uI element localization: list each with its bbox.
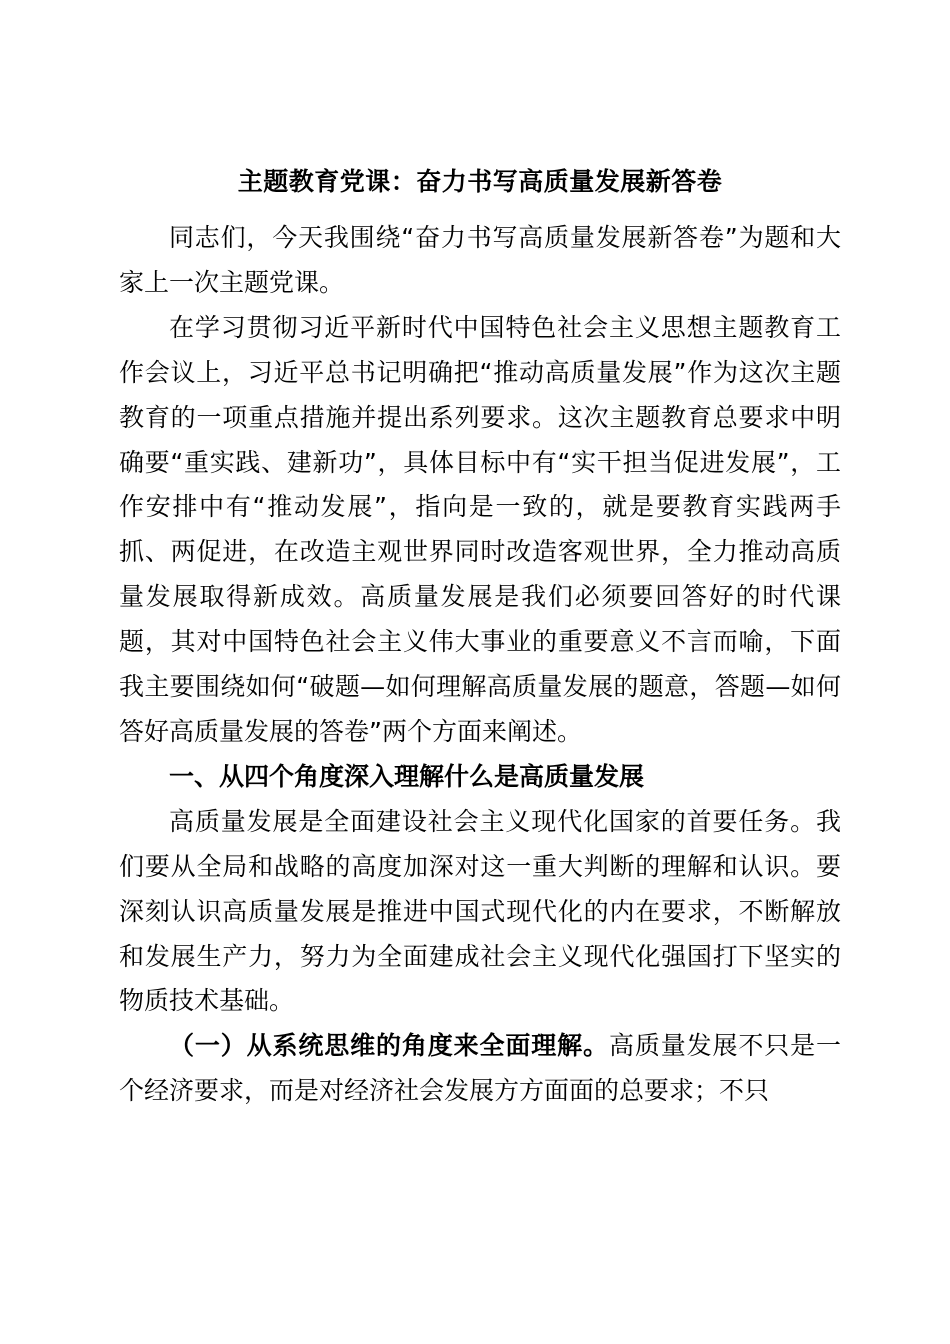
subsection-text: 高质量发展不只是一个经济要求，而是对经济社会发展方方面面的总要求；不只 xyxy=(119,1031,841,1106)
context-paragraph: 在学习贯彻习近平新时代中国特色社会主义思想主题教育工作会议上，习近平总书记明确把“推动高质量发展”作为这次主题教育的一项重点措施并提出系列要求。这次主题教育总要求中明确要“重实践、建新功”，具体目标中有“实干担当促进发展”，工作安排中有“推动发展”，指向是一致的，就是要教育实践两手抓、两促进，在改造主观世界同时改造客观世界，全力推动高质量发展取得新成效。高质量发展是我们必须要回答好的时代课题，其对中国特色社会主义伟大事业的重要意义不言而喻，下面我主要围绕如何“破题—如何理解高质量发展的题意，答题—如何答好高质量发展的答卷”两个方面来阐述。 xyxy=(119,312,841,746)
opening-paragraph: 同志们，今天我围绕“奋力书写高质量发展新答卷”为题和大家上一次主题党课。 xyxy=(119,223,841,297)
section-intro-paragraph: 高质量发展是全面建设社会主义现代化国家的首要任务。我们要从全局和战略的高度加深对这一重大判断的理解和认识。要深刻认识高质量发展是推进中国式现代化的内在要求，不断解放和发展生产力，努力为全面建成社会主义现代化强国打下坚实的物质技术基础。 xyxy=(119,806,841,1016)
subsection-heading: （一）从系统思维的角度来全面理解。 xyxy=(169,1031,609,1061)
section-heading: 一、从四个角度深入理解什么是高质量发展 xyxy=(169,761,645,791)
subsection-paragraph xyxy=(119,1024,841,1114)
document-title: 主题教育党课：奋力书写高质量发展新答卷 xyxy=(237,167,723,196)
document-page xyxy=(119,160,841,1114)
